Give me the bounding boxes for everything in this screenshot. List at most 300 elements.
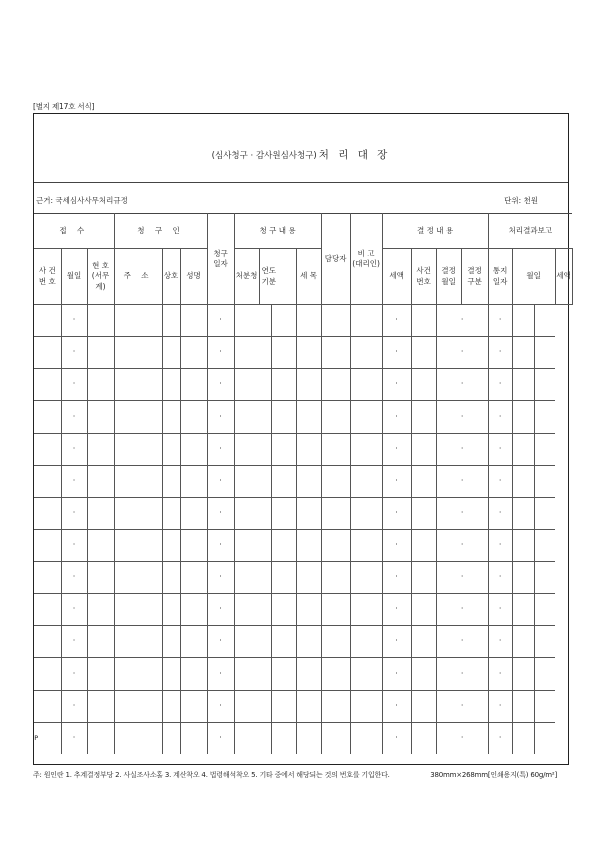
table-cell[interactable] bbox=[436, 562, 488, 594]
table-cell[interactable] bbox=[350, 401, 382, 433]
table-cell[interactable] bbox=[411, 465, 436, 497]
table-cell[interactable] bbox=[296, 401, 321, 433]
table-cell[interactable] bbox=[534, 305, 555, 337]
table-cell[interactable] bbox=[488, 529, 512, 561]
table-cell[interactable] bbox=[180, 465, 207, 497]
table-cell[interactable] bbox=[382, 658, 411, 690]
table-cell[interactable] bbox=[411, 497, 436, 529]
table-cell[interactable] bbox=[87, 497, 114, 529]
date-separator-dot: · bbox=[460, 347, 464, 357]
table-cell[interactable] bbox=[382, 626, 411, 658]
table-cell[interactable] bbox=[162, 433, 180, 465]
table-cell[interactable] bbox=[207, 433, 234, 465]
table-cell[interactable] bbox=[512, 305, 534, 337]
table-cell[interactable] bbox=[321, 594, 350, 626]
table-cell[interactable] bbox=[436, 369, 488, 401]
table-cell[interactable] bbox=[114, 401, 162, 433]
table-cell[interactable] bbox=[382, 594, 411, 626]
date-separator-dot: · bbox=[72, 443, 76, 453]
date-separator-dot: · bbox=[72, 507, 76, 517]
table-cell[interactable] bbox=[321, 337, 350, 369]
table-cell[interactable] bbox=[321, 529, 350, 561]
table-cell[interactable] bbox=[234, 594, 271, 626]
col-report-date: 월일 bbox=[512, 249, 555, 305]
table-cell[interactable] bbox=[271, 305, 296, 337]
table-cell[interactable] bbox=[162, 690, 180, 722]
table-cell[interactable] bbox=[61, 690, 87, 722]
table-cell[interactable] bbox=[162, 401, 180, 433]
table-cell[interactable] bbox=[488, 690, 512, 722]
table-cell[interactable] bbox=[61, 497, 87, 529]
date-separator-dot: · bbox=[395, 540, 398, 550]
table-cell[interactable] bbox=[87, 401, 114, 433]
table-cell[interactable] bbox=[114, 529, 162, 561]
table-cell[interactable] bbox=[488, 594, 512, 626]
table-cell[interactable] bbox=[350, 305, 382, 337]
table-cell[interactable] bbox=[512, 529, 534, 561]
table-cell[interactable] bbox=[296, 369, 321, 401]
table-cell[interactable] bbox=[436, 305, 488, 337]
table-cell[interactable] bbox=[296, 305, 321, 337]
table-cell[interactable] bbox=[61, 369, 87, 401]
title-main: 처 리 대 장 bbox=[318, 149, 391, 161]
table-cell[interactable] bbox=[87, 690, 114, 722]
table-cell[interactable] bbox=[207, 465, 234, 497]
table-cell[interactable] bbox=[180, 658, 207, 690]
table-cell[interactable] bbox=[114, 562, 162, 594]
date-separator-dot: · bbox=[460, 636, 464, 646]
col-report-amount: 세액 bbox=[555, 249, 572, 305]
date-separator-dot: · bbox=[219, 700, 222, 710]
table-cell[interactable] bbox=[321, 433, 350, 465]
table-cell[interactable] bbox=[296, 529, 321, 561]
table-cell[interactable] bbox=[534, 690, 555, 722]
table-cell[interactable] bbox=[34, 690, 61, 722]
table-cell[interactable] bbox=[180, 497, 207, 529]
table-cell[interactable] bbox=[61, 562, 87, 594]
table-cell[interactable] bbox=[61, 465, 87, 497]
table-cell[interactable] bbox=[321, 626, 350, 658]
table-cell[interactable] bbox=[180, 305, 207, 337]
table-cell[interactable] bbox=[271, 594, 296, 626]
table-cell[interactable] bbox=[436, 690, 488, 722]
table-cell[interactable] bbox=[180, 529, 207, 561]
table-cell[interactable] bbox=[207, 529, 234, 561]
table-row bbox=[34, 529, 572, 561]
table-cell[interactable] bbox=[350, 626, 382, 658]
table-cell[interactable] bbox=[61, 722, 87, 754]
table-cell[interactable] bbox=[321, 369, 350, 401]
table-cell[interactable] bbox=[534, 465, 555, 497]
table-cell[interactable] bbox=[180, 594, 207, 626]
table-cell[interactable] bbox=[180, 626, 207, 658]
table-cell[interactable] bbox=[34, 594, 61, 626]
table-cell[interactable] bbox=[61, 305, 87, 337]
table-cell[interactable] bbox=[87, 529, 114, 561]
table-cell[interactable] bbox=[180, 401, 207, 433]
table-cell[interactable] bbox=[436, 594, 488, 626]
document-title bbox=[34, 147, 568, 162]
table-cell[interactable] bbox=[87, 594, 114, 626]
table-cell[interactable] bbox=[34, 369, 61, 401]
table-cell[interactable] bbox=[114, 658, 162, 690]
table-cell[interactable] bbox=[162, 497, 180, 529]
table-cell[interactable] bbox=[114, 594, 162, 626]
table-cell[interactable] bbox=[321, 497, 350, 529]
table-cell[interactable] bbox=[488, 722, 512, 754]
table-cell[interactable] bbox=[271, 529, 296, 561]
table-cell[interactable] bbox=[87, 626, 114, 658]
table-cell[interactable] bbox=[382, 401, 411, 433]
table-cell[interactable] bbox=[34, 497, 61, 529]
table-row bbox=[34, 594, 572, 626]
table-cell[interactable] bbox=[234, 722, 271, 754]
table-cell[interactable] bbox=[350, 658, 382, 690]
table-cell[interactable] bbox=[534, 337, 555, 369]
table-cell[interactable] bbox=[87, 658, 114, 690]
table-cell[interactable] bbox=[411, 433, 436, 465]
table-cell[interactable] bbox=[382, 690, 411, 722]
table-cell[interactable] bbox=[114, 722, 162, 754]
date-separator-dot: · bbox=[72, 540, 76, 550]
date-separator-dot: · bbox=[72, 379, 76, 389]
table-cell[interactable] bbox=[436, 433, 488, 465]
table-cell[interactable] bbox=[162, 594, 180, 626]
table-cell[interactable] bbox=[34, 433, 61, 465]
table-cell[interactable] bbox=[234, 465, 271, 497]
table-cell[interactable] bbox=[162, 529, 180, 561]
table-cell[interactable] bbox=[234, 433, 271, 465]
table-cell[interactable] bbox=[87, 562, 114, 594]
date-separator-dot: · bbox=[395, 443, 398, 453]
table-cell[interactable] bbox=[271, 722, 296, 754]
table-cell[interactable] bbox=[87, 369, 114, 401]
table-row bbox=[34, 626, 572, 658]
table-cell[interactable] bbox=[350, 529, 382, 561]
table-cell[interactable] bbox=[271, 401, 296, 433]
table-cell[interactable] bbox=[512, 690, 534, 722]
table-cell[interactable] bbox=[350, 562, 382, 594]
header-decision: 결 정 내 용 bbox=[382, 214, 488, 249]
col-dec-case-no: 사건 번호 bbox=[411, 249, 436, 305]
table-cell[interactable] bbox=[534, 722, 555, 754]
table-cell[interactable] bbox=[488, 401, 512, 433]
table-cell[interactable] bbox=[271, 497, 296, 529]
legal-basis: 근거: 국세심사사무처리규정 bbox=[36, 196, 128, 205]
table-cell[interactable] bbox=[411, 690, 436, 722]
col-case-no: 사 건 번 호 bbox=[34, 249, 61, 305]
table-cell[interactable] bbox=[350, 497, 382, 529]
date-separator-dot: · bbox=[460, 411, 464, 421]
table-row bbox=[34, 562, 572, 594]
table-cell[interactable] bbox=[162, 658, 180, 690]
date-separator-dot: · bbox=[72, 733, 76, 743]
table-cell[interactable] bbox=[488, 433, 512, 465]
table-cell[interactable] bbox=[162, 337, 180, 369]
table-cell[interactable] bbox=[234, 690, 271, 722]
table-cell[interactable] bbox=[350, 722, 382, 754]
table-cell[interactable] bbox=[34, 658, 61, 690]
table-cell[interactable] bbox=[436, 401, 488, 433]
table-cell[interactable] bbox=[271, 658, 296, 690]
table-cell[interactable] bbox=[534, 594, 555, 626]
table-cell[interactable] bbox=[534, 626, 555, 658]
table-cell[interactable] bbox=[512, 401, 534, 433]
table-cell[interactable] bbox=[114, 690, 162, 722]
table-cell[interactable] bbox=[488, 337, 512, 369]
table-cell[interactable] bbox=[534, 401, 555, 433]
table-cell[interactable] bbox=[411, 722, 436, 754]
date-separator-dot: · bbox=[498, 411, 502, 421]
date-separator-dot: · bbox=[395, 668, 398, 678]
table-cell[interactable] bbox=[207, 690, 234, 722]
table-cell[interactable] bbox=[207, 497, 234, 529]
table-cell[interactable] bbox=[234, 369, 271, 401]
table-cell[interactable] bbox=[271, 369, 296, 401]
table-cell[interactable] bbox=[488, 305, 512, 337]
table-cell[interactable] bbox=[114, 497, 162, 529]
table-row bbox=[34, 658, 572, 690]
table-cell[interactable] bbox=[234, 401, 271, 433]
table-cell[interactable] bbox=[162, 722, 180, 754]
table-cell[interactable] bbox=[61, 529, 87, 561]
table-cell[interactable] bbox=[534, 658, 555, 690]
table-cell[interactable] bbox=[411, 305, 436, 337]
table-cell[interactable] bbox=[162, 626, 180, 658]
table-cell[interactable] bbox=[512, 369, 534, 401]
table-cell[interactable] bbox=[534, 562, 555, 594]
date-separator-dot: · bbox=[219, 733, 222, 743]
table-cell[interactable] bbox=[162, 305, 180, 337]
table-cell[interactable] bbox=[488, 658, 512, 690]
table-cell[interactable] bbox=[34, 626, 61, 658]
table-cell[interactable] bbox=[411, 369, 436, 401]
table-cell[interactable] bbox=[382, 465, 411, 497]
table-cell[interactable] bbox=[234, 562, 271, 594]
table-cell[interactable] bbox=[321, 690, 350, 722]
table-cell[interactable] bbox=[207, 305, 234, 337]
table-cell[interactable] bbox=[382, 562, 411, 594]
table-cell[interactable] bbox=[34, 465, 61, 497]
table-cell[interactable] bbox=[180, 369, 207, 401]
table-cell[interactable] bbox=[87, 722, 114, 754]
table-cell[interactable] bbox=[512, 465, 534, 497]
table-cell[interactable] bbox=[382, 305, 411, 337]
table-cell[interactable] bbox=[87, 433, 114, 465]
table-cell[interactable] bbox=[411, 658, 436, 690]
table-cell[interactable] bbox=[488, 465, 512, 497]
table-cell[interactable] bbox=[34, 722, 61, 754]
table-cell[interactable] bbox=[162, 369, 180, 401]
table-cell[interactable] bbox=[207, 369, 234, 401]
table-cell[interactable] bbox=[34, 305, 61, 337]
table-cell[interactable] bbox=[61, 594, 87, 626]
table-cell[interactable] bbox=[436, 465, 488, 497]
table-cell[interactable] bbox=[296, 722, 321, 754]
table-cell[interactable] bbox=[271, 626, 296, 658]
table-cell[interactable] bbox=[436, 658, 488, 690]
table-cell[interactable] bbox=[114, 337, 162, 369]
date-separator-dot: · bbox=[395, 636, 398, 646]
table-cell[interactable] bbox=[350, 369, 382, 401]
date-separator-dot: · bbox=[72, 636, 76, 646]
table-cell[interactable] bbox=[207, 722, 234, 754]
table-cell[interactable] bbox=[382, 529, 411, 561]
table-cell[interactable] bbox=[436, 722, 488, 754]
date-separator-dot: · bbox=[498, 572, 502, 582]
table-cell[interactable] bbox=[180, 722, 207, 754]
table-cell[interactable] bbox=[296, 337, 321, 369]
table-cell[interactable] bbox=[234, 658, 271, 690]
table-cell[interactable] bbox=[321, 658, 350, 690]
table-cell[interactable] bbox=[512, 433, 534, 465]
table-cell[interactable] bbox=[296, 562, 321, 594]
table-cell[interactable] bbox=[271, 433, 296, 465]
table-cell[interactable] bbox=[436, 626, 488, 658]
table-cell[interactable] bbox=[321, 305, 350, 337]
table-cell[interactable] bbox=[271, 562, 296, 594]
table-cell[interactable] bbox=[296, 465, 321, 497]
table-cell[interactable] bbox=[321, 465, 350, 497]
table-cell[interactable] bbox=[114, 369, 162, 401]
table-row bbox=[34, 497, 572, 529]
date-separator-dot: · bbox=[72, 700, 76, 710]
table-cell[interactable] bbox=[350, 433, 382, 465]
table-cell[interactable] bbox=[512, 562, 534, 594]
table-cell[interactable] bbox=[234, 529, 271, 561]
table-cell[interactable] bbox=[534, 497, 555, 529]
table-cell[interactable] bbox=[180, 562, 207, 594]
table-cell[interactable] bbox=[61, 401, 87, 433]
table-cell[interactable] bbox=[271, 690, 296, 722]
table-cell[interactable] bbox=[350, 594, 382, 626]
table-cell[interactable] bbox=[162, 562, 180, 594]
table-cell[interactable] bbox=[180, 433, 207, 465]
table-cell[interactable] bbox=[296, 658, 321, 690]
table-cell[interactable] bbox=[411, 401, 436, 433]
table-cell[interactable] bbox=[87, 305, 114, 337]
date-separator-dot: · bbox=[498, 315, 502, 325]
date-separator-dot: · bbox=[395, 475, 398, 485]
table-cell[interactable] bbox=[234, 305, 271, 337]
table-cell[interactable] bbox=[411, 529, 436, 561]
table-cell[interactable] bbox=[512, 658, 534, 690]
table-cell[interactable] bbox=[207, 337, 234, 369]
table-cell[interactable] bbox=[61, 658, 87, 690]
table-cell[interactable] bbox=[534, 433, 555, 465]
date-separator-dot: · bbox=[219, 411, 222, 421]
table-cell[interactable] bbox=[114, 626, 162, 658]
table-row bbox=[34, 690, 572, 722]
table-cell[interactable] bbox=[34, 401, 61, 433]
col-month-day: 월일 bbox=[61, 249, 87, 305]
table-cell[interactable] bbox=[87, 465, 114, 497]
table-cell[interactable] bbox=[296, 690, 321, 722]
table-cell[interactable] bbox=[234, 337, 271, 369]
table-cell[interactable] bbox=[488, 626, 512, 658]
table-cell[interactable] bbox=[321, 401, 350, 433]
table-cell[interactable] bbox=[207, 626, 234, 658]
table-cell[interactable] bbox=[296, 626, 321, 658]
table-cell[interactable] bbox=[207, 562, 234, 594]
table-cell[interactable] bbox=[512, 497, 534, 529]
header-row-columns bbox=[34, 249, 572, 305]
table-cell[interactable] bbox=[296, 497, 321, 529]
table-cell[interactable] bbox=[114, 433, 162, 465]
table-cell[interactable] bbox=[512, 722, 534, 754]
table-cell[interactable] bbox=[411, 626, 436, 658]
table-cell[interactable] bbox=[34, 562, 61, 594]
table-cell[interactable] bbox=[436, 497, 488, 529]
date-separator-dot: · bbox=[395, 411, 398, 421]
table-cell[interactable] bbox=[512, 337, 534, 369]
table-cell[interactable] bbox=[180, 337, 207, 369]
table-cell[interactable] bbox=[296, 594, 321, 626]
table-cell[interactable] bbox=[61, 626, 87, 658]
table-cell[interactable] bbox=[162, 465, 180, 497]
table-cell[interactable] bbox=[382, 369, 411, 401]
row-marker: P bbox=[34, 734, 39, 743]
table-cell[interactable] bbox=[411, 594, 436, 626]
table-cell[interactable] bbox=[114, 305, 162, 337]
table-cell[interactable] bbox=[488, 562, 512, 594]
table-cell[interactable] bbox=[114, 465, 162, 497]
table-cell[interactable] bbox=[61, 337, 87, 369]
table-cell[interactable] bbox=[534, 529, 555, 561]
table-cell[interactable] bbox=[350, 337, 382, 369]
header-claim-content: 청 구 내 용 bbox=[234, 214, 321, 249]
table-cell[interactable] bbox=[296, 433, 321, 465]
table-cell[interactable] bbox=[34, 529, 61, 561]
date-separator-dot: · bbox=[219, 443, 222, 453]
table-cell[interactable] bbox=[34, 337, 61, 369]
table-cell[interactable] bbox=[321, 562, 350, 594]
form-label: [별지 제17호 서식] bbox=[33, 102, 95, 111]
table-cell[interactable] bbox=[271, 465, 296, 497]
table-cell[interactable] bbox=[512, 626, 534, 658]
table-cell[interactable] bbox=[350, 690, 382, 722]
date-separator-dot: · bbox=[219, 604, 222, 614]
table-cell[interactable] bbox=[512, 594, 534, 626]
table-cell[interactable] bbox=[207, 594, 234, 626]
date-separator-dot: · bbox=[219, 668, 222, 678]
table-cell[interactable] bbox=[382, 433, 411, 465]
table-cell[interactable] bbox=[534, 369, 555, 401]
table-cell[interactable] bbox=[411, 337, 436, 369]
table-cell[interactable] bbox=[411, 562, 436, 594]
table-cell[interactable] bbox=[61, 433, 87, 465]
table-cell[interactable] bbox=[234, 626, 271, 658]
table-cell[interactable] bbox=[271, 337, 296, 369]
col-trade-name: 상호 bbox=[162, 249, 180, 305]
title-prefix: (심사청구 · 감사원심사청구) bbox=[211, 151, 317, 161]
table-cell[interactable] bbox=[321, 722, 350, 754]
table-cell[interactable] bbox=[488, 369, 512, 401]
table-cell[interactable] bbox=[488, 497, 512, 529]
table-cell[interactable] bbox=[382, 722, 411, 754]
table-cell[interactable] bbox=[87, 337, 114, 369]
table-cell[interactable] bbox=[180, 690, 207, 722]
table-cell[interactable] bbox=[207, 658, 234, 690]
table-cell[interactable] bbox=[382, 337, 411, 369]
table-cell[interactable] bbox=[436, 529, 488, 561]
table-cell[interactable] bbox=[436, 337, 488, 369]
table-cell[interactable] bbox=[234, 497, 271, 529]
table-cell[interactable] bbox=[350, 465, 382, 497]
table-cell[interactable] bbox=[382, 497, 411, 529]
col-disposal-agency: 처분청 bbox=[234, 249, 259, 305]
table-cell[interactable] bbox=[207, 401, 234, 433]
